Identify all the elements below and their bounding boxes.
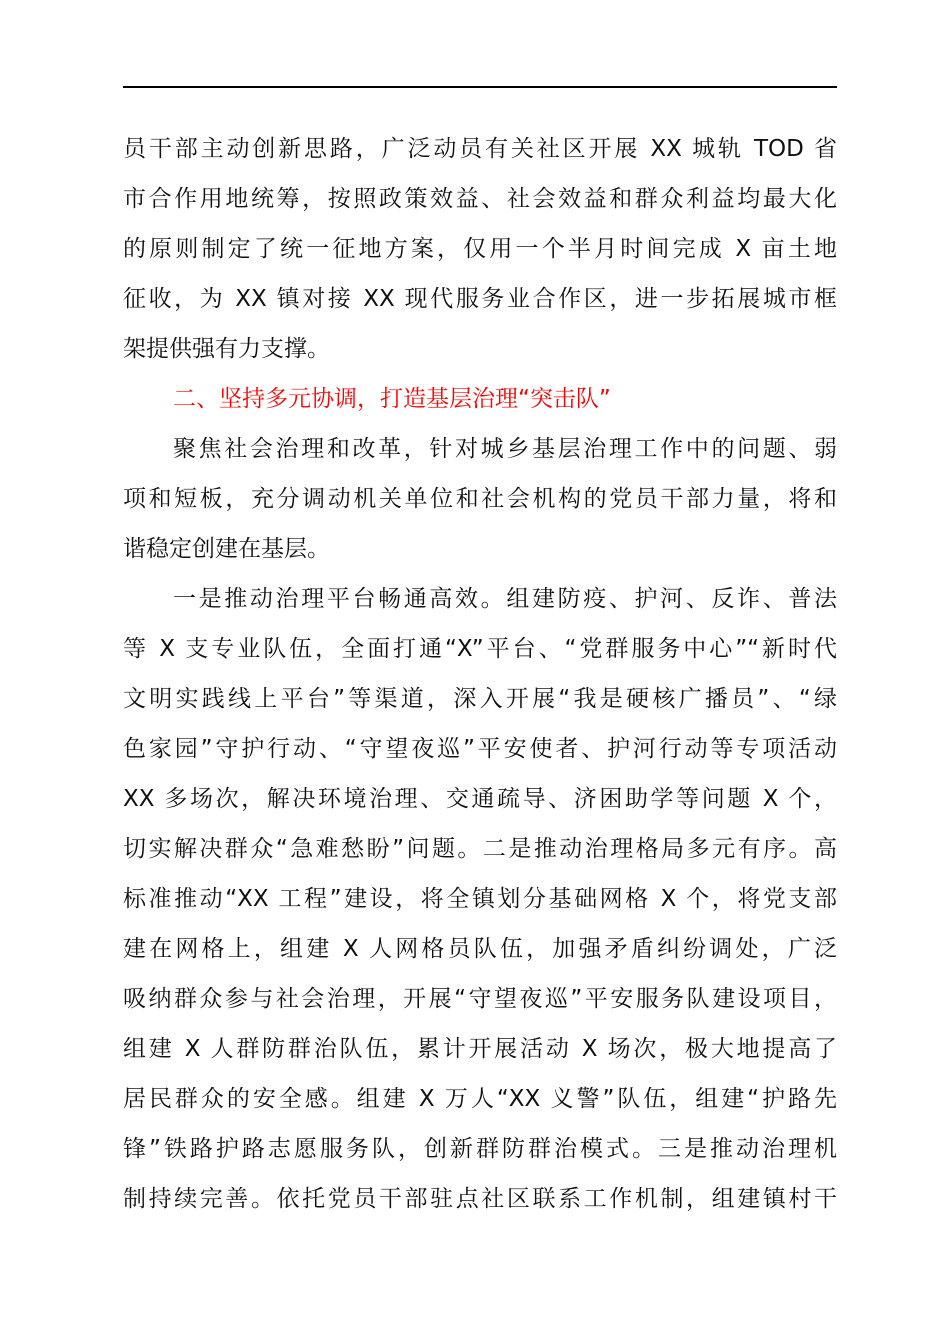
text-line: 谐稳定创建在基层。 — [123, 536, 330, 562]
text-line: 员干部主动创新思路，广泛动员有关社区开展 XX 城轨 TOD 省 — [123, 136, 837, 162]
text-line: 标准推动“XX 工程”建设，将全镇划分基础网格 X 个，将党支部 — [123, 886, 837, 912]
text-line: 锋”铁路护路志愿服务队，创新群防群治模式。三是推动治理机 — [123, 1136, 837, 1162]
paragraph — [123, 574, 837, 1224]
text-line: 居民群众的安全感。组建 X 万人“XX 义警”队伍，组建“护路先 — [123, 1086, 837, 1112]
text-line: 吸纳群众参与社会治理，开展“守望夜巡”平安服务队建设项目， — [123, 986, 837, 1012]
text-line: 色家园”守护行动、“守望夜巡”平安使者、护河行动等专项活动 — [123, 736, 837, 762]
text-line: 聚焦社会治理和改革，针对城乡基层治理工作中的问题、弱 — [173, 436, 837, 462]
text-line: 项和短板，充分调动机关单位和社会机构的党员干部力量，将和 — [123, 486, 837, 512]
section-heading — [123, 374, 837, 424]
text-line: 切实解决群众“急难愁盼”问题。二是推动治理格局多元有序。高 — [123, 836, 837, 862]
heading-text: 二、坚持多元协调，打造基层治理“突击队” — [173, 386, 611, 412]
text-line: XX 多场次，解决环境治理、交通疏导、济困助学等问题 X 个， — [123, 786, 837, 812]
paragraph — [123, 424, 837, 574]
text-line: 市合作用地统筹，按照政策效益、社会效益和群众利益均最大化 — [123, 186, 837, 212]
text-line: 建在网格上，组建 X 人网格员队伍，加强矛盾纠纷调处，广泛 — [123, 936, 837, 962]
text-line: 架提供强有力支撑。 — [123, 336, 330, 362]
text-line: 等 X 支专业队伍，全面打通“X”平台、“党群服务中心”“新时代 — [123, 636, 837, 662]
text-line: 组建 X 人群防群治队伍，累计开展活动 X 场次，极大地提高了 — [123, 1036, 837, 1062]
text-line: 征收，为 XX 镇对接 XX 现代服务业合作区，进一步拓展城市框 — [123, 286, 837, 312]
header-rule — [123, 86, 837, 88]
text-line: 文明实践线上平台”等渠道，深入开展“我是硬核广播员”、“绿 — [123, 686, 837, 712]
text-line: 的原则制定了统一征地方案，仅用一个半月时间完成 X 亩土地 — [123, 236, 837, 262]
document-body — [123, 124, 837, 1224]
text-line: 制持续完善。依托党员干部驻点社区联系工作机制，组建镇村干 — [123, 1186, 837, 1212]
text-line: 一是推动治理平台畅通高效。组建防疫、护河、反诈、普法 — [173, 586, 837, 612]
paragraph — [123, 124, 837, 374]
